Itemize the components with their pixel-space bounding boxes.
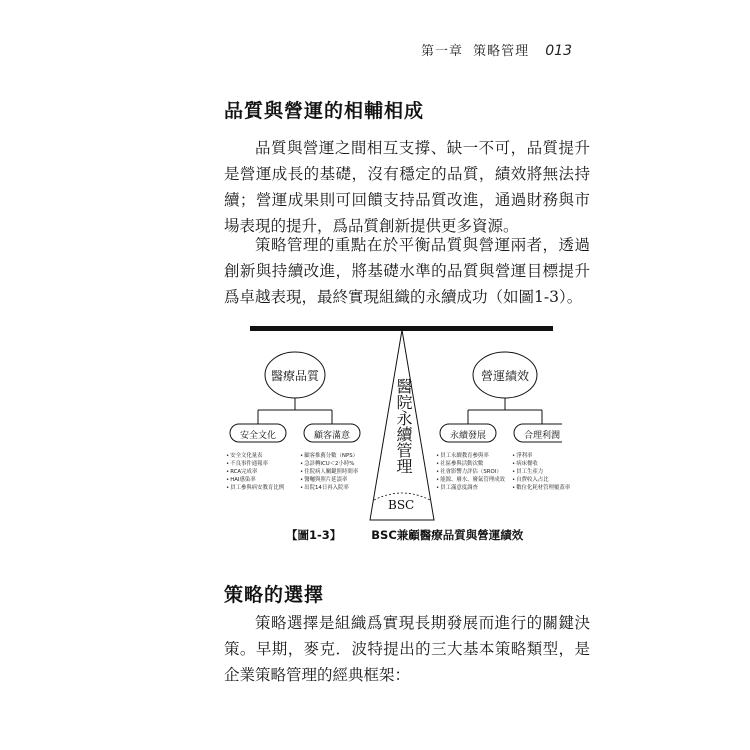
list-sustainable-development [436, 452, 505, 492]
list-item: • RCA完成率 [226, 468, 284, 476]
running-header [421, 40, 572, 59]
section-heading-quality-operations: 品質與營運的相輔相成 [224, 100, 425, 122]
list-safety-culture [226, 452, 284, 492]
paragraph-2: 策略管理的重點在於平衡品質與營運兩者，透過創新與持續改進，將基礎水準的品質與營運目標提升爲卓越表現，最終實現組織的永續成功（如圖1-3）。 [224, 236, 590, 306]
paragraph-3: 策略選擇是組織爲實現長期發展而進行的關鍵決策。早期，麥克．波特提出的三大基本策略類型，是企業策略管理的經典框架： [224, 614, 590, 684]
list-reasonable-profit [512, 452, 570, 492]
bsc-label: BSC [388, 498, 415, 512]
oval-label-medical-quality: 醫療品質 [270, 369, 319, 383]
section-label: 策略管理 [473, 44, 530, 59]
list-item: • 社區參與活動次數 [436, 460, 505, 468]
list-item: • 醫囑與照片延誤率 [300, 476, 358, 484]
paragraph-1: 品質與營運之間相互支撐、缺一不可，品質提升是營運成長的基礎，沒有穩定的品質，績效將無法持續；營運成果則可回饋支持品質改進，通過財務與市場表現的提升，爲品質創新提供更多資源。 [224, 139, 590, 235]
figure-caption [286, 527, 523, 543]
center-text-hospital-sustainability: 醫院永續管理 [394, 378, 413, 474]
list-item: • 員工生產力 [512, 468, 570, 476]
list-item: • 自費收入占比 [512, 476, 570, 484]
page-number: 013 [545, 43, 572, 59]
list-item: • 員工永續教育參與率 [436, 452, 505, 460]
section-heading-strategy-choice: 策略的選擇 [224, 584, 325, 606]
list-item: • 急診轉ICU＜2小時% [300, 460, 358, 468]
figure-bsc-diagram [222, 322, 571, 522]
box-label-safety-culture: 安全文化 [239, 431, 276, 441]
list-item: • 員工滿意度調查 [436, 484, 505, 492]
list-item: • 能源、廢水、廢氣管理成效 [436, 476, 505, 484]
chapter-label: 第一章 [420, 44, 463, 59]
list-item: • 數位化耗材管理覆蓋率 [512, 484, 570, 492]
box-label-reasonable-profit: 合理利潤 [523, 431, 560, 441]
list-item: • 病床餐收 [512, 460, 570, 468]
oval-label-operational-performance: 營運績效 [480, 369, 529, 383]
list-item: • 顧客推薦分數（NPS） [300, 452, 358, 460]
list-item: • HAI感染率 [226, 476, 284, 484]
list-item: • 出院14日再入院率 [300, 484, 358, 492]
list-item: • 安全文化量表 [226, 452, 284, 460]
box-label-customer-satisfaction: 顧客滿意 [313, 431, 350, 441]
list-item: • 不良事件通報率 [226, 460, 284, 468]
box-label-sustainable-development: 永續發展 [449, 431, 486, 441]
caption-text: BSC兼顧醫療品質與營運績效 [371, 528, 524, 542]
list-customer-satisfaction [300, 452, 358, 492]
list-item: • 住院病人關鍵照時間率 [300, 468, 358, 476]
diagram-lines [222, 322, 562, 522]
list-item: • 淨利率 [512, 452, 570, 460]
list-item: • 員工參與病安教育比例 [226, 484, 284, 492]
caption-tag: 【圖1-3】 [286, 528, 342, 542]
list-item: • 社會影響力評估（SROI） [436, 468, 505, 476]
